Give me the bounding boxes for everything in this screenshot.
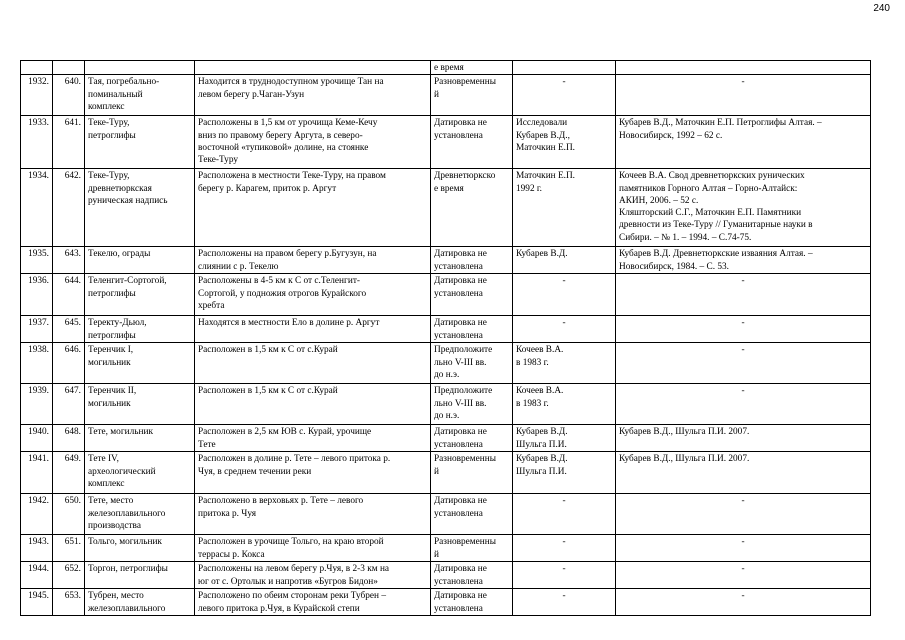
table-row bbox=[21, 247, 871, 274]
cell-line: установлена bbox=[434, 288, 483, 299]
cell-line: Расположен в 1,5 км к С от с.Курай bbox=[198, 386, 338, 397]
table-row bbox=[21, 535, 871, 562]
monument-name-cell bbox=[85, 494, 195, 535]
location-cell bbox=[195, 116, 431, 169]
table-row bbox=[21, 316, 871, 343]
cell-line: Датировка не bbox=[434, 564, 487, 575]
cell-line: Кубарев В.Д., Маточкин Е.П. Петроглифы Алтая. – bbox=[619, 118, 822, 129]
monument-name-cell bbox=[85, 535, 195, 562]
cell-line: Теректу-Дьюл, bbox=[88, 318, 147, 329]
monument-number-cell: 641. bbox=[53, 116, 85, 169]
cell-line: - bbox=[741, 564, 745, 575]
cell-line: - bbox=[741, 77, 745, 88]
cell-line: Датировка не bbox=[434, 427, 487, 438]
cell-line: могильник bbox=[88, 398, 131, 409]
researcher-cell bbox=[513, 316, 616, 343]
cell-line: комплекс bbox=[88, 478, 125, 489]
cell-line: вниз по правому берегу Аргута, в северо- bbox=[198, 130, 363, 141]
cell-line: Датировка не bbox=[434, 591, 487, 602]
cell-line: Расположен в урочище Тольго, на краю второй bbox=[198, 537, 384, 548]
cell-line: Расположено по обеим сторонам реки Тубрен – bbox=[198, 591, 386, 602]
cell-line: льно V-III вв. bbox=[434, 357, 487, 368]
row-number-cell: 1944. bbox=[21, 562, 53, 589]
cell-line: левом берегу р.Чаган-Узун bbox=[198, 89, 305, 100]
monument-number-cell: 643. bbox=[53, 247, 85, 274]
cell-line: в 1983 г. bbox=[516, 398, 549, 409]
literature-cell bbox=[616, 494, 871, 535]
researcher-cell bbox=[513, 343, 616, 384]
cell-line: - bbox=[562, 276, 566, 287]
period-cell bbox=[431, 589, 513, 616]
monument-name-cell bbox=[85, 343, 195, 384]
table-row bbox=[21, 343, 871, 384]
cell-line: Исследовали bbox=[516, 118, 568, 129]
cell-line: установлена bbox=[434, 330, 483, 341]
table-row bbox=[21, 169, 871, 247]
cell-line: древности из Теке-Туру // Гуманитарные науки в bbox=[619, 220, 813, 231]
literature-cell bbox=[616, 452, 871, 494]
location-cell bbox=[195, 452, 431, 494]
cell-line: Тете, могильник bbox=[88, 427, 153, 438]
cell-line: Кочеев В.А. bbox=[516, 386, 564, 397]
table-row bbox=[21, 494, 871, 535]
cell-line: Новосибирск, 1992 – 62 с. bbox=[619, 130, 723, 141]
location-cell bbox=[195, 535, 431, 562]
monument-name-cell bbox=[85, 75, 195, 116]
monuments-table bbox=[20, 60, 871, 616]
cell-line: Предположите bbox=[434, 345, 493, 356]
cell-line: - bbox=[741, 537, 745, 548]
table-row bbox=[21, 562, 871, 589]
cell-line: археологический bbox=[88, 466, 156, 477]
literature-cell bbox=[616, 274, 871, 316]
period-cell bbox=[431, 75, 513, 116]
cell-line: установлена bbox=[434, 576, 483, 587]
cell-line: Тете bbox=[198, 439, 216, 450]
cell-line: юг от с. Ортолык и напротив «Бугров Бидон» bbox=[198, 576, 378, 587]
cell-line: - bbox=[562, 564, 566, 575]
cell-line: Находится в труднодоступном урочище Тан на bbox=[198, 77, 384, 88]
cell-line: Кубарев В.Д., bbox=[516, 130, 570, 141]
cell-line: могильник bbox=[88, 357, 131, 368]
cell-line: Текелю, ограды bbox=[88, 249, 151, 260]
cell-line: производства bbox=[88, 520, 141, 531]
cell-line: притока р. Чуя bbox=[198, 508, 257, 519]
cell-line: железоплавильного bbox=[88, 508, 166, 519]
monument-name-cell bbox=[85, 425, 195, 452]
period-cell bbox=[431, 169, 513, 247]
row-number-cell: 1945. bbox=[21, 589, 53, 616]
cell-line: Расположена в местности Теке-Туру, на правом bbox=[198, 171, 386, 182]
location-cell bbox=[195, 343, 431, 384]
cell-line: Расположено в верховьях р. Тете – левого bbox=[198, 496, 364, 507]
location-cell bbox=[195, 494, 431, 535]
cell-line: Тольго, могильник bbox=[88, 537, 162, 548]
period-cell bbox=[431, 343, 513, 384]
cell-line: хребта bbox=[198, 300, 225, 311]
cell-line: Кубарев В.Д., Шульга П.И. 2007. bbox=[619, 427, 750, 438]
monument-name-cell bbox=[85, 452, 195, 494]
cell-line: й bbox=[434, 466, 439, 477]
cell-line: Разновременны bbox=[434, 454, 496, 465]
cell-line: Кубарев В.Д. bbox=[516, 249, 568, 260]
researcher-cell bbox=[513, 75, 616, 116]
cell-line: Датировка не bbox=[434, 276, 487, 287]
period-cell bbox=[431, 562, 513, 589]
location-cell bbox=[195, 247, 431, 274]
row-number-cell: 1941. bbox=[21, 452, 53, 494]
cell-line: установлена bbox=[434, 439, 483, 450]
cell-line: памятников Горного Алтая – Горно-Алтайск: bbox=[619, 183, 798, 194]
cell-line: руническая надпись bbox=[88, 195, 168, 206]
cell-line: Тете, место bbox=[88, 496, 134, 507]
cell-line: Предположите bbox=[434, 386, 493, 397]
cell-line: до н.э. bbox=[434, 369, 460, 380]
monument-number-cell: 652. bbox=[53, 562, 85, 589]
monument-number-cell: 647. bbox=[53, 384, 85, 425]
cell-line: Тая, погребально- bbox=[88, 77, 160, 88]
row-number-cell: 1935. bbox=[21, 247, 53, 274]
cell-line: - bbox=[562, 537, 566, 548]
literature-cell bbox=[616, 589, 871, 616]
monument-number-cell: 651. bbox=[53, 535, 85, 562]
cell-line: Теренчик II, bbox=[88, 386, 137, 397]
cell-line: Тете IV, bbox=[88, 454, 119, 465]
row-number-cell: 1940. bbox=[21, 425, 53, 452]
researcher-cell bbox=[513, 116, 616, 169]
literature-cell bbox=[616, 169, 871, 247]
cell-line: Древнетюркско bbox=[434, 171, 496, 182]
cell-line: льно V-III вв. bbox=[434, 398, 487, 409]
location-cell bbox=[195, 384, 431, 425]
monument-number-cell: 648. bbox=[53, 425, 85, 452]
location-cell bbox=[195, 75, 431, 116]
cell-line: восточной «тупиковой» долине, на стоянке bbox=[198, 142, 369, 153]
period-cell bbox=[431, 384, 513, 425]
monument-name-cell bbox=[85, 562, 195, 589]
cell-line: установлена bbox=[434, 603, 483, 614]
cell-line: древнетюркская bbox=[88, 183, 152, 194]
row-number-cell: 1936. bbox=[21, 274, 53, 316]
cell-line: Кубарев В.Д. Древнетюркские изваяния Алтая. – bbox=[619, 249, 813, 260]
cell-line: Шульга П.И. bbox=[516, 439, 567, 450]
cell-line: Расположен в 2,5 км ЮВ с. Курай, урочище bbox=[198, 427, 372, 438]
period-cell bbox=[431, 247, 513, 274]
cell-line: комплекс bbox=[88, 101, 125, 112]
researcher-cell bbox=[513, 589, 616, 616]
cell-line: Расположены на правом берегу р.Бугузун, на bbox=[198, 249, 377, 260]
cell-line: железоплавильного bbox=[88, 603, 166, 614]
period-cell bbox=[431, 452, 513, 494]
cell-line: Расположены в 4-5 км к С от с.Теленгит- bbox=[198, 276, 360, 287]
cell-line: поминальный bbox=[88, 89, 143, 100]
researcher-cell bbox=[513, 384, 616, 425]
period-cell bbox=[431, 274, 513, 316]
cell-line: 1992 г. bbox=[516, 183, 543, 194]
cell-line: Датировка не bbox=[434, 318, 487, 329]
monument-name-cell bbox=[85, 274, 195, 316]
cell-line: Теренчик I, bbox=[88, 345, 134, 356]
cell-line: Разновременны bbox=[434, 77, 496, 88]
monument-name-cell bbox=[85, 247, 195, 274]
monument-number-cell: 640. bbox=[53, 75, 85, 116]
location-cell bbox=[195, 274, 431, 316]
table-row-continued bbox=[21, 61, 871, 75]
row-number-cell: 1939. bbox=[21, 384, 53, 425]
cell-line: Теке-Туру, bbox=[88, 171, 130, 182]
monument-name-cell bbox=[85, 384, 195, 425]
location-cell bbox=[195, 425, 431, 452]
researcher-cell bbox=[513, 425, 616, 452]
cell-line: й bbox=[434, 549, 439, 560]
cell-line: петроглифы bbox=[88, 330, 136, 341]
cell-line: в 1983 г. bbox=[516, 357, 549, 368]
monument-number-cell: 646. bbox=[53, 343, 85, 384]
cell-line: террасы р. Кокса bbox=[198, 549, 265, 560]
researcher-cell bbox=[513, 535, 616, 562]
row-number-cell: 1943. bbox=[21, 535, 53, 562]
period-cell: е время bbox=[431, 61, 513, 75]
monument-number-cell: 649. bbox=[53, 452, 85, 494]
researcher-cell bbox=[513, 494, 616, 535]
monument-name-cell bbox=[85, 116, 195, 169]
table-row bbox=[21, 274, 871, 316]
cell-line: до н.э. bbox=[434, 410, 460, 421]
cell-line: Разновременны bbox=[434, 537, 496, 548]
cell-line: Кочеев В.А. bbox=[516, 345, 564, 356]
cell-line: й bbox=[434, 89, 439, 100]
table-row bbox=[21, 75, 871, 116]
table-row bbox=[21, 589, 871, 616]
row-number-cell: 1934. bbox=[21, 169, 53, 247]
cell-line: Датировка не bbox=[434, 118, 487, 129]
cell-line: Теке-Туру bbox=[198, 155, 238, 166]
cell-line: Тубрен, место bbox=[88, 591, 144, 602]
literature-cell bbox=[616, 535, 871, 562]
row-number-cell: 1937. bbox=[21, 316, 53, 343]
cell-line: Кочеев В.А. Свод древнетюркских рунических bbox=[619, 171, 805, 182]
cell-line: Кубарев В.Д., Шульга П.И. 2007. bbox=[619, 454, 750, 465]
cell-line: - bbox=[741, 345, 745, 356]
literature-cell bbox=[616, 343, 871, 384]
cell-line: Расположен в долине р. Тете – левого притока р. bbox=[198, 454, 391, 465]
cell-line: установлена bbox=[434, 508, 483, 519]
row-number-cell: 1942. bbox=[21, 494, 53, 535]
literature-cell bbox=[616, 562, 871, 589]
cell-line: - bbox=[741, 591, 745, 602]
cell-line: е время bbox=[434, 183, 464, 194]
cell-line: Теке-Туру, bbox=[88, 118, 130, 129]
cell-line: Расположены на левом берегу р.Чуя, в 2-3 км на bbox=[198, 564, 390, 575]
monument-number-cell: 645. bbox=[53, 316, 85, 343]
period-cell bbox=[431, 316, 513, 343]
monument-name-cell bbox=[85, 589, 195, 616]
literature-cell bbox=[616, 425, 871, 452]
researcher-cell bbox=[513, 452, 616, 494]
location-cell bbox=[195, 589, 431, 616]
cell-line: АКИН, 2006. – 52 с. bbox=[619, 195, 699, 206]
cell-line: Датировка не bbox=[434, 249, 487, 260]
period-cell bbox=[431, 494, 513, 535]
cell-line: петроглифы bbox=[88, 288, 136, 299]
monument-number-cell: 650. bbox=[53, 494, 85, 535]
cell-line: Кляшторский С.Г., Маточкин Е.П. Памятники bbox=[619, 208, 802, 219]
cell-line: слиянии с р. Текелю bbox=[198, 261, 279, 272]
period-cell bbox=[431, 116, 513, 169]
cell-line: установлена bbox=[434, 261, 483, 272]
row-number-cell: 1933. bbox=[21, 116, 53, 169]
literature-cell bbox=[616, 75, 871, 116]
cell-line: берегу р. Карагем, приток р. Аргут bbox=[198, 183, 337, 194]
literature-cell bbox=[616, 316, 871, 343]
cell-line: - bbox=[741, 496, 745, 507]
cell-line: Сортогой, у подножия отрогов Курайского bbox=[198, 288, 367, 299]
location-cell bbox=[195, 562, 431, 589]
page-number: 240 bbox=[873, 3, 890, 14]
cell-line: Торгон, петроглифы bbox=[88, 564, 168, 575]
monument-name-cell bbox=[85, 169, 195, 247]
cell-line: Чуя, в среднем течении реки bbox=[198, 466, 312, 477]
literature-cell bbox=[616, 384, 871, 425]
period-cell bbox=[431, 535, 513, 562]
cell-line: установлена bbox=[434, 130, 483, 141]
monument-number-cell: 653. bbox=[53, 589, 85, 616]
monument-number-cell: 642. bbox=[53, 169, 85, 247]
cell-line: Новосибирск, 1984. – С. 53. bbox=[619, 261, 730, 272]
cell-line: левого притока р.Чуя, в Курайской степи bbox=[198, 603, 360, 614]
cell-line: Теленгит-Сортогой, bbox=[88, 276, 167, 287]
cell-line: Шульга П.И. bbox=[516, 466, 567, 477]
cell-line: Расположен в 1,5 км к С от с.Курай bbox=[198, 345, 338, 356]
cell-line: Расположены в 1,5 км от урочища Кеме-Кечу bbox=[198, 118, 378, 129]
table-row bbox=[21, 452, 871, 494]
location-cell bbox=[195, 169, 431, 247]
monument-number-cell: 644. bbox=[53, 274, 85, 316]
cell-line: Маточкин Е.П. bbox=[516, 171, 576, 182]
cell-line: Кубарев В.Д. bbox=[516, 454, 568, 465]
cell-line: - bbox=[562, 77, 566, 88]
researcher-cell bbox=[513, 169, 616, 247]
cell-line: - bbox=[562, 591, 566, 602]
cell-line: - bbox=[741, 386, 745, 397]
table-row bbox=[21, 425, 871, 452]
period-cell bbox=[431, 425, 513, 452]
literature-cell bbox=[616, 116, 871, 169]
cell-line: - bbox=[741, 318, 745, 329]
researcher-cell bbox=[513, 562, 616, 589]
monument-name-cell bbox=[85, 316, 195, 343]
location-cell bbox=[195, 316, 431, 343]
cell-line: - bbox=[562, 318, 566, 329]
row-number-cell: 1938. bbox=[21, 343, 53, 384]
literature-cell bbox=[616, 247, 871, 274]
cell-line: Находятся в местности Ело в долине р. Аргут bbox=[198, 318, 380, 329]
cell-line: Маточкин Е.П. bbox=[516, 142, 576, 153]
row-number-cell: 1932. bbox=[21, 75, 53, 116]
researcher-cell bbox=[513, 247, 616, 274]
cell-line: Датировка не bbox=[434, 496, 487, 507]
cell-line: - bbox=[741, 276, 745, 287]
table-row bbox=[21, 116, 871, 169]
cell-line: Сибири. – № 1. – 1994. – С.74-75. bbox=[619, 232, 752, 243]
cell-line: - bbox=[562, 496, 566, 507]
table-row bbox=[21, 384, 871, 425]
researcher-cell bbox=[513, 274, 616, 316]
cell-line: Кубарев В.Д. bbox=[516, 427, 568, 438]
cell-line: петроглифы bbox=[88, 130, 136, 141]
